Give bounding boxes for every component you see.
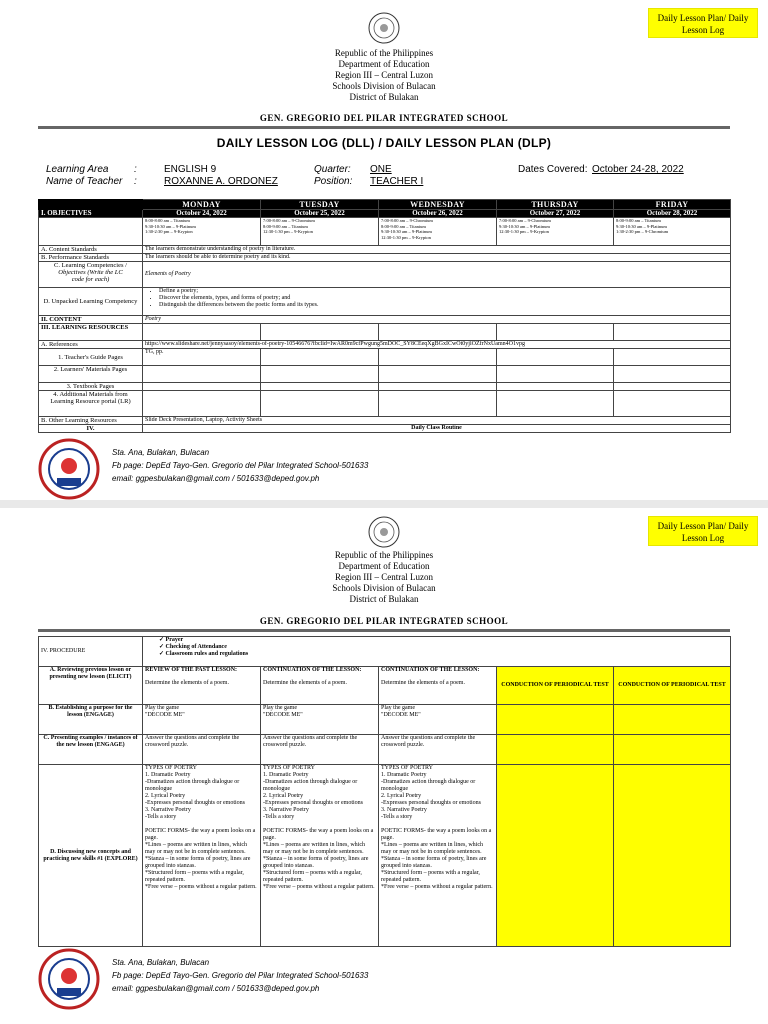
elicit-row: A. Reviewing previous lesson or presenting new lesson (ELICIT) REVIEW OF THE PAST LESSON: Determine the elements of a poem. CONTINUATION OF THE LESSON: Determine the elements of a poem. CONTINUATION OF THE LESSON: Determine the elements of a poem. CONDUCTION OF PERIODICAL TEST CONDUCTION OF PERIODICAL TEST [39,667,731,705]
document-title: DAILY LESSON LOG (DLL) / DAILY LESSON PLAN (DLP) [216,136,552,150]
school-logo-icon [38,438,100,500]
page-1 [0,0,768,500]
explore-row: D. Discussing new concepts and practicing new skills #1 (EXPLORE) TYPES OF POETRY 1. Dramatic Poetry -Dramatizes action through dialogue or monologue 2. Lyrical Poetry -Expresses personal thoughts or emotions 3. Narrative Poetry -Tells a story POETIC FORMS- the way a poem looks on a page. *Lines – poems are written in lines, which may or may not be in complete sentences. *Stanza – in some forms of poetry, lines are grouped into stanzas. *Structured form – poems with a regular, repeated pattern. *Free verse – poems without a regular pattern. TYPES OF POETRY 1. Dramatic Poetry -Dramatizes action through dialogue or monologue 2. Lyrical Poetry -Expresses personal thoughts or emotions 3. Narrative Poetry -Tells a story POETIC FORMS- the way a poem looks on a page. *Lines – poems are written in lines, which may or may not be in complete sentences. *Stanza – in some forms of poetry, lines are grouped into stanzas. *Structured form – poems with a regular, repeated pattern. *Free verse – poems without a regular pattern. TYPES OF POETRY 1. Dramatic Poetry -Dramatizes action through dialogue or monologue 2. Lyrical Poetry -Expresses personal thoughts or emotions 3. Narrative Poetry -Tells a story POETIC FORMS- the way a poem looks on a page. *Lines – poems are written in lines, which may or may not be in complete sentences. *Stanza – in some forms of poetry, lines are grouped into stanzas. *Structured form – poems with a regular, repeated pattern. *Free verse – poems without a regular pattern. [39,765,731,947]
day-thursday: THURSDAY [497,200,614,210]
content-standards-row: A. Content Standards The learners demonstrate understanding of poetry in literature. [39,246,731,254]
quarter: ONE [370,164,392,175]
periodical-test-thursday: CONDUCTION OF PERIODICAL TEST [497,667,614,705]
additional-materials-row: 4. Additional Materials from Learning Resource portal (LR) [39,391,731,417]
day-wednesday: WEDNESDAY [379,200,497,210]
reference-link[interactable]: https://www.slideshare.net/jennysasoy/elements-of-poetry-10546676?fbclid=IwAR0m9cfPwgung5mDOC_SY8CEeqXgBGxICwOt0yjlOZfrNxUamn4O1vpg [143,341,731,349]
divider [38,629,730,632]
school-logo-icon [38,948,100,1010]
routine-row: IV. Daily Class Routine [39,425,731,433]
textbook-row: 3. Textbook Pages [39,383,731,391]
engage-row: B. Establishing a purpose for the lesson (ENGAGE) Play the game "DECODE ME" Play the game "DECODE ME" Play the game "DECODE ME" [39,705,731,735]
deped-seal-icon [368,516,400,548]
date-row: I. OBJECTIVES October 24, 2022 October 25, 2022 October 26, 2022 October 27, 2022 October 28, 2022 [39,210,731,218]
dll-table [38,199,731,433]
page-2 [0,508,768,1024]
learners-materials-row: 2. Learners' Materials Pages [39,366,731,383]
procedure-table [38,636,731,947]
teachers-guide-row: 1. Teacher's Guide Pages TG, pp. [39,349,731,366]
unpacked-competency-row: D. Unpacked Learning Competency • Define a poetry; • Discover the elements, types, and forms of poetry; and • Distinguish the differences between the poetic forms and its types. [39,288,731,316]
content-row: II. CONTENT Poetry [39,316,731,324]
resources-row: III. LEARNING RESOURCES [39,324,731,341]
position: TEACHER I [370,176,424,187]
teacher-name: ROXANNE A. ORDONEZ [164,176,278,187]
references-row: A. References https://www.slideshare.net/jennysasoy/elements-of-poetry-10546676?fbclid=IwAR0m9cfPwgung5mDOC_SY8CEeqXgBGxICwOt0yjlOZfrNxUamn4O1vpg [39,341,731,349]
procedure-row: IV. PROCEDURE ✓ Prayer ✓ Checking of Attendance ✓ Classroom rules and regulations [39,637,731,667]
competencies-row: C. Learning Competencies / Objectives (Write the LC code for each) Elements of Poetry [39,262,731,288]
footer-address: Sta. Ana, Bulakan, Bulacan [112,448,210,457]
dates-covered: October 24-28, 2022 [592,164,684,175]
footer-email: email: ggpesbulakan@gmail.com / 501633@deped.gov.ph [112,984,320,993]
school-name: GEN. GREGORIO DEL PILAR INTEGRATED SCHOOL [259,616,509,626]
doc-type-tag: Daily Lesson Plan/ Daily Lesson Log [648,516,758,546]
footer-address: Sta. Ana, Bulakan, Bulacan [112,958,210,967]
day-tuesday: TUESDAY [261,200,379,210]
footer-fb: Fb page: DepEd Tayo-Gen. Gregorio del Pilar Integrated School-501633 [112,971,369,980]
school-name: GEN. GREGORIO DEL PILAR INTEGRATED SCHOOL [259,113,509,123]
footer-fb: Fb page: DepEd Tayo-Gen. Gregorio del Pilar Integrated School-501633 [112,461,369,470]
divider [38,126,730,129]
info-block: Learning Area : ENGLISH 9 Name of Teacher : ROXANNE A. ORDONEZ Quarter: ONE Position: TEACHER I Dates Covered: October 24-28, 2022 [46,164,684,187]
day-header-row [39,200,731,210]
agency-header: Republic of the Philippines Department of Education Region III – Central Luzon Schools Division of Bulacan District of Bulakan [332,48,436,102]
periodical-test-friday: CONDUCTION OF PERIODICAL TEST [614,667,731,705]
doc-type-tag: Daily Lesson Plan/ Daily Lesson Log [648,8,758,38]
agency-header: Republic of the Philippines Department of Education Region III – Central Luzon Schools Division of Bulacan District of Bulakan [332,550,436,604]
learning-area: ENGLISH 9 [164,164,217,175]
footer-email: email: ggpesbulakan@gmail.com / 501633@deped.gov.ph [112,474,320,483]
schedule-row: 8:00-8:00 am – Titanium 9:30-10:30 am – 9-Platinum 1:30-2:30 pm – 9-Krypton 7:00-8:00 am – 9-Chromium 8:00-9:00 am – Titanium 12:30-1:30 pm – 9-Krypton 7:00-8:00 am – 9-Chromium 8:00-9:00 am – Titanium 9:30-10:30 am – 9-Platinum 12:30-1:30 pm – 9-Krypton 7:00-8:00 am – 9-Chromium 9:30-10:30 am – 9-Platinum 12:30-1:30 pm – 9-Krypton 8:00-9:00 am – Titanium 9:30-10:30 am – 9-Platinum 1:30-2:30 pm – 9-Chromium [39,218,731,246]
examples-row: C. Presenting examples / instances of the new lesson (ENGAGE) Answer the questions and complete the crossword puzzle. Answer the questions and complete the crossword puzzle. Answer the questions and complete the crossword puzzle. [39,735,731,765]
day-monday: MONDAY [143,200,261,210]
day-friday: FRIDAY [614,200,731,210]
performance-standards-row: B. Performance Standards The learners should be able to determine poetry and its kind. [39,254,731,262]
other-resources-row: B. Other Learning Resources Slide Deck Presentation, Laptop, Activity Sheets [39,417,731,425]
deped-seal-icon [368,12,400,44]
